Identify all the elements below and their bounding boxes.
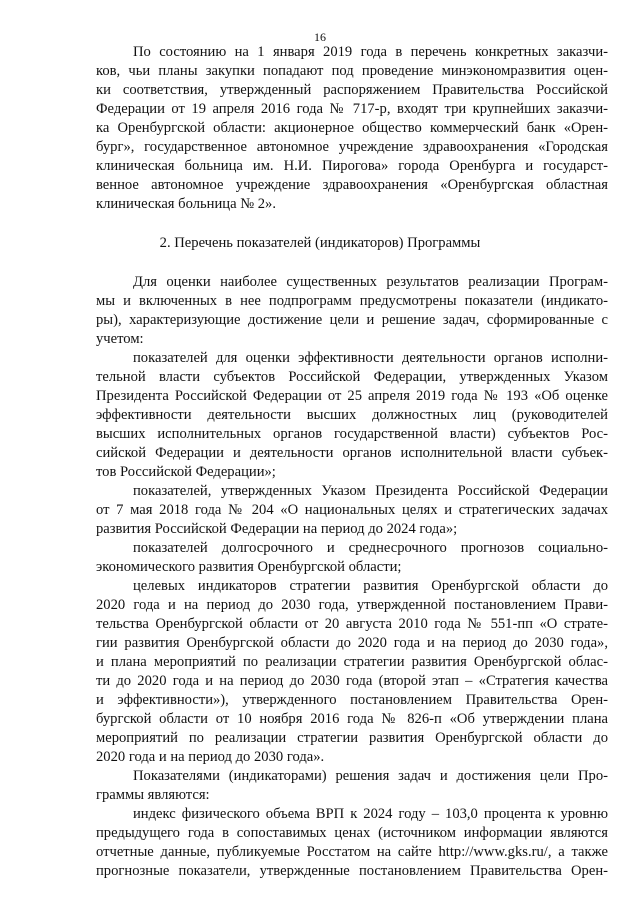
text-line: тов Российской Федерации»; [96,464,276,480]
text-line: показателей, утвержденных Указом Президента Российской Федерации [133,483,608,499]
text-line: индекс физического объема ВРП к 2024 году – 103,0 процента к уровню [133,806,608,822]
section-heading: 2. Перечень показателей (индикаторов) Программы [159,235,481,251]
text-line: клиническая больница им. Н.И. Пирогова» города Оренбурга и государст- [96,158,608,174]
text-line: учетом: [96,331,144,347]
text-line: целевых индикаторов стратегии развития Оренбургской области до [133,578,608,594]
text-line: и эффективности»), утвержденного постановлением Правительства Орен- [96,692,608,708]
text-line: прогнозные показатели, утвержденные постановлением Правительства Орен- [96,863,608,879]
text-line: бург», государственное автономное учреждение здравоохранения «Городская [96,139,608,155]
text-line: По состоянию на 1 января 2019 года в перечень конкретных заказчи- [133,44,608,60]
text-line: ки соответствия, утвержденный распоряжением Правительства Российской [96,82,608,98]
text-line: отчетные данные, публикуемые Росстатом на сайте http://www.gks.ru/, а также [96,844,608,860]
text-line: показателей для оценки эффективности деятельности органов исполни- [133,350,608,366]
text-line: Для оценки наиболее существенных результатов реализации Програм- [133,274,608,290]
text-line: ков, чьи планы закупки попадают под проведение минэкономразвития оцен- [96,63,608,79]
text-line: предыдущего года в сопоставимых ценах (источником информации являются [96,825,608,841]
page-number: 16 [314,30,326,44]
text-line: эффективности деятельности высших должностных лиц (руководителей [96,407,608,423]
text-line: мы и включенных в нее подпрограмм предусмотрены показатели (индикато- [96,293,608,309]
text-line: мероприятий по реализации стратегии развития Оренбургской области до [96,730,608,746]
text-line: клиническая больница № 2». [96,196,277,212]
text-line: и плана мероприятий по реализации стратегии развития Оренбургской облас- [96,654,608,670]
text-line: гии развития Оренбургской области до 2020 года и на период до 2030 года», [96,635,608,651]
text-line: ка Оренбургской области: акционерное общество коммерческий банк «Орен- [96,120,608,136]
text-line: ры), характеризующие достижение цели и решение задач, сформированные с [96,312,608,328]
text-line: венное автономное учреждение здравоохранения «Оренбургская областная [96,177,608,193]
text-line: Президента Российской Федерации от 25 апреля 2019 года № 193 «Об оценке [96,388,608,404]
text-line: ти до 2020 года и на период до 2030 года (второй этап – «Стратегия качества [96,673,608,689]
text-line: 2020 года и на период до 2030 года». [96,749,325,765]
text-line: тельной власти субъектов Российской Федерации, утвержденных Указом [96,369,608,385]
text-line: от 7 мая 2018 года № 204 «О национальных целях и стратегических задачах [96,502,608,518]
text-line: Федерации от 19 апреля 2016 года № 717-р, входят три крупнейших заказчи- [96,101,608,117]
text-line: 2020 года и на период до 2030 года, утвержденной постановлением Прави- [96,597,608,613]
text-line: развития Российской Федерации на период до 2024 года»; [96,521,458,537]
text-line: показателей долгосрочного и среднесрочного прогнозов социально- [133,540,608,556]
text-line: граммы являются: [96,787,210,803]
text-line: высших исполнительных органов государственной власти) субъектов Рос- [96,426,608,442]
text-line: сийской Федерации и деятельности органов исполнительной власти субъек- [96,445,608,461]
text-line: тельства Оренбургской области от 20 августа 2010 года № 551-пп «О страте- [96,616,608,632]
text-line: бургской области от 10 ноября 2016 года № 826-п «Об утверждении плана [96,711,608,727]
text-line: экономического развития Оренбургской области; [96,559,402,575]
text-line: Показателями (индикаторами) решения задач и достижения цели Про- [133,768,608,784]
